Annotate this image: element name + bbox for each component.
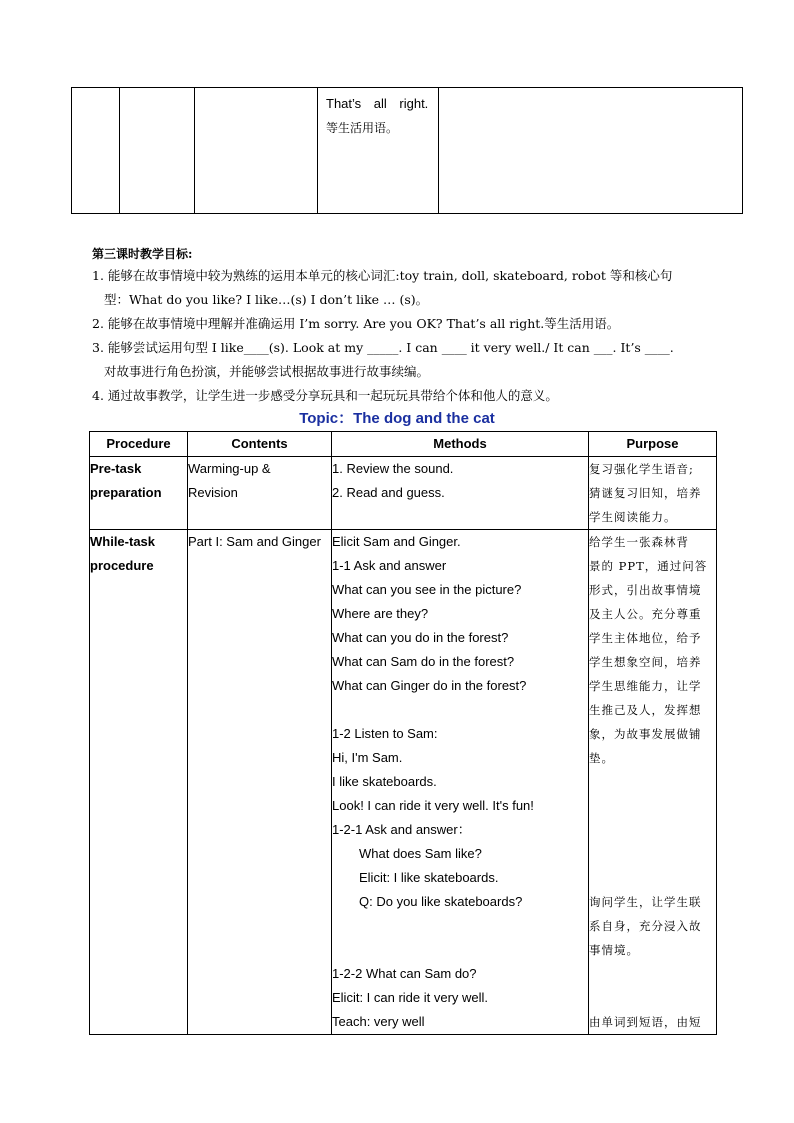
contents-cell — [188, 530, 332, 1035]
methods-line: 1. Review the sound. — [332, 461, 454, 476]
purpose-line: 学生阅读能力。 — [589, 510, 677, 524]
procedure-line: procedure — [90, 558, 154, 573]
purpose-spacer — [589, 986, 716, 1010]
purpose-line: 象，为故事发展做铺 — [589, 727, 702, 741]
procedure-cell — [90, 530, 188, 1035]
objective-line: 4. 通过故事教学，让学生进一步感受分享玩具和一起玩玩具带给个体和他人的意义。 — [92, 388, 558, 403]
methods-line: 1-2-1 Ask and answer： — [332, 822, 471, 837]
methods-line: Elicit Sam and Ginger. — [332, 534, 461, 549]
table-row — [90, 530, 717, 1035]
methods-line: Q: Do you like skateboards? — [359, 894, 523, 909]
continued-text-line-2: 等生活用语。 — [326, 121, 399, 135]
procedure-line: While-task — [90, 534, 156, 549]
purpose-spacer — [589, 770, 716, 794]
purpose-line: 事情境。 — [589, 943, 639, 957]
purpose-line: 学生主体地位，给予 — [589, 631, 702, 645]
methods-spacer — [332, 914, 588, 938]
contents-line: Warming-up & — [188, 461, 271, 476]
lesson-objectives — [92, 244, 732, 408]
methods-line: I like skateboards. — [332, 774, 437, 789]
purpose-line: 猜谜复习旧知，培养 — [589, 486, 702, 500]
lesson-procedure-table — [89, 431, 717, 1035]
procedure-line: preparation — [90, 485, 162, 500]
header-contents: Contents — [188, 432, 332, 457]
table-row — [90, 457, 717, 530]
header-methods: Methods — [332, 432, 589, 457]
purpose-line: 给学生一张森林背 — [589, 535, 689, 549]
purpose-cell — [589, 530, 717, 1035]
header-purpose: Purpose — [589, 432, 717, 457]
objectives-title: 第三课时教学目标: — [92, 247, 193, 261]
continued-cell-3 — [195, 88, 318, 214]
topic-heading: Topic：The dog and the cat — [299, 410, 495, 427]
header-procedure: Procedure — [90, 432, 188, 457]
methods-line: What does Sam like? — [359, 846, 482, 861]
purpose-line: 形式，引出故事情境 — [589, 583, 702, 597]
methods-line: Where are they? — [332, 606, 429, 621]
purpose-line: 生推己及人，发挥想 — [589, 703, 702, 717]
methods-line: 2. Read and guess. — [332, 485, 445, 500]
purpose-cell — [589, 457, 717, 530]
contents-cell — [188, 457, 332, 530]
objective-line: 对故事进行角色扮演，并能够尝试根据故事进行故事续编。 — [104, 364, 430, 379]
objective-line: 3. 能够尝试运用句型 I like____(s). Look at my _____. I can ____ it very well./ It can ___. It’s ____. — [92, 340, 674, 355]
purpose-line: 学生思维能力，让学 — [589, 679, 702, 693]
purpose-spacer — [589, 842, 716, 866]
methods-cell — [332, 457, 589, 530]
methods-line: What can you do in the forest? — [332, 630, 509, 645]
purpose-line: 景的 PPT，通过问答 — [589, 559, 708, 573]
continued-text-line-1: That’s all right. — [326, 96, 429, 111]
purpose-spacer — [589, 794, 716, 818]
methods-spacer — [332, 698, 588, 722]
objective-line: 2. 能够在故事情境中理解并准确运用 I’m sorry. Are you OK? That’s all right.等生活用语。 — [92, 316, 620, 331]
purpose-line: 及主人公。充分尊重 — [589, 607, 702, 621]
methods-line: What can Sam do in the forest? — [332, 654, 515, 669]
table-header-row — [90, 432, 717, 457]
methods-line: 1-1 Ask and answer — [332, 558, 447, 573]
continued-cell-4 — [318, 88, 439, 214]
purpose-spacer — [589, 866, 716, 890]
contents-line: Revision — [188, 485, 238, 500]
continued-table — [71, 87, 743, 214]
methods-line: Hi, I'm Sam. — [332, 750, 403, 765]
purpose-line: 垫。 — [589, 751, 614, 765]
purpose-spacer — [589, 962, 716, 986]
methods-line: Elicit: I like skateboards. — [359, 870, 499, 885]
methods-line: What can Ginger do in the forest? — [332, 678, 527, 693]
objective-line: 型：What do you like? I like…(s) I don’t like … (s)。 — [104, 292, 429, 307]
methods-line: Look! I can ride it very well. It's fun! — [332, 798, 534, 813]
procedure-line: Pre-task — [90, 461, 142, 476]
methods-cell — [332, 530, 589, 1035]
objective-line: 1. 能够在故事情境中较为熟练的运用本单元的核心词汇:toy train, doll, skateboard, robot 等和核心句 — [92, 268, 673, 283]
methods-line: 1-2 Listen to Sam: — [332, 726, 438, 741]
purpose-spacer — [589, 818, 716, 842]
purpose-line: 由单词到短语，由短 — [589, 1015, 702, 1029]
methods-line: Teach: very well — [332, 1014, 425, 1029]
contents-line: Part I: Sam and Ginger — [188, 534, 321, 549]
methods-line: Elicit: I can ride it very well. — [332, 990, 489, 1005]
continued-cell-1 — [72, 88, 120, 214]
methods-spacer — [332, 938, 588, 962]
purpose-line: 询问学生，让学生联 — [589, 895, 702, 909]
methods-line: What can you see in the picture? — [332, 582, 522, 597]
continued-cell-2 — [120, 88, 195, 214]
continued-cell-5 — [439, 88, 743, 214]
purpose-line: 学生想象空间，培养 — [589, 655, 702, 669]
methods-line: 1-2-2 What can Sam do? — [332, 966, 477, 981]
purpose-line: 复习强化学生语音; — [589, 462, 694, 476]
procedure-cell — [90, 457, 188, 530]
purpose-line: 系自身，充分浸入故 — [589, 919, 702, 933]
